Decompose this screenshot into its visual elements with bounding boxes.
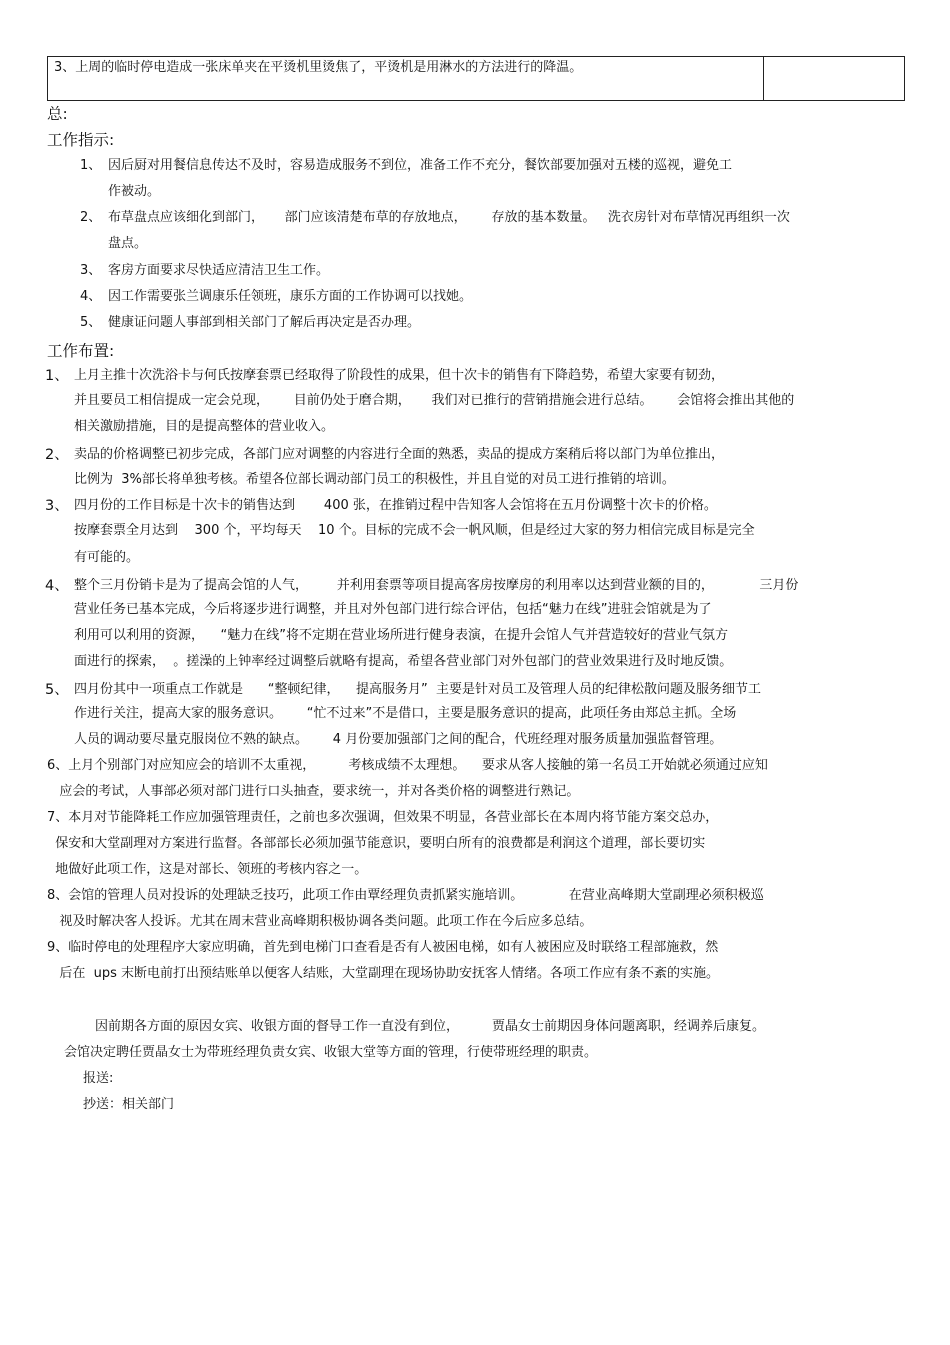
instruction-number: 4、 bbox=[80, 289, 102, 304]
arrangement-line: 比例为 3%部长将单独考核。希望各位部长调动部门员工的积极性，并且自觉的对员工进行推销的培训。 bbox=[74, 472, 675, 487]
instruction-line: 布草盘点应该细化到部门， 部门应该清楚布草的存放地点， 存放的基本数量。 洗衣房针对布草情况再组织一次 bbox=[108, 210, 790, 225]
instruction-line: 作被动。 bbox=[108, 184, 161, 199]
arrangement-line: 整个三月份销卡是为了提高会馆的人气， 并利用套票等项目提高客房按摩房的利用率以达到营业额的目的， 三月份 bbox=[74, 578, 799, 593]
arrangement-number: 1、 bbox=[45, 368, 69, 384]
arrangement-line: 四月份其中一项重点工作就是 “整顿纪律， 提高服务月” 主要是针对员工及管理人员的纪律松散问题及服务细节工 bbox=[74, 682, 762, 697]
arrangement-line: 6、上月个别部门对应知应会的培训不太重视， 考核成绩不太理想。 要求从客人接触的第一名员工开始就必须通过应知 bbox=[47, 758, 768, 773]
report-to-label: 报送: bbox=[83, 1071, 114, 1086]
instruction-number: 1、 bbox=[80, 158, 102, 173]
instruction-number: 2、 bbox=[80, 210, 102, 225]
arrangement-line: 保安和大堂副理对方案进行监督。各部部长必须加强节能意识，要明白所有的浪费都是利润这个道理，部长要切实 bbox=[47, 836, 706, 851]
instruction-number: 5、 bbox=[80, 315, 102, 330]
arrangement-line: 人员的调动要尽量克服岗位不熟的缺点。 4 月份要加强部门之间的配合，代班经理对服务质量加强监督管理。 bbox=[74, 732, 723, 747]
arrangement-number: 5、 bbox=[45, 682, 69, 698]
arrangement-line: 四月份的工作目标是十次卡的销售达到 400 张，在推销过程中告知客人会馆将在五月份调整十次卡的价格。 bbox=[74, 498, 717, 513]
instructions-heading: 工作指示: bbox=[47, 131, 115, 149]
cc-label: 抄送：相关部门 bbox=[83, 1097, 175, 1112]
closing-line: 因前期各方面的原因女宾、收银方面的督导工作一直没有到位， 贾晶女士前期因身体问题离职，经调养后康复。 bbox=[95, 1019, 766, 1034]
closing-line: 会馆决定聘任贾晶女士为带班经理负责女宾、收银大堂等方面的管理，行使带班经理的职责。 bbox=[64, 1045, 598, 1060]
instruction-line: 客房方面要求尽快适应清洁卫生工作。 bbox=[108, 263, 330, 278]
arrangement-line: 应会的考试，人事部必须对部门进行口头抽查，要求统一，并对各类价格的调整进行熟记。 bbox=[47, 784, 580, 799]
arrangement-line: 后在 ups 末断电前打出预结账单以便客人结账，大堂副理在现场协助安抚客人情绪。各项工作应有条不紊的实施。 bbox=[47, 966, 720, 981]
arrangement-line: 作进行关注，提高大家的服务意识。 “忙不过来”不是借口，主要是服务意识的提高，此项任务由郑总主抓。全场 bbox=[74, 706, 737, 721]
arrangement-line: 上月主推十次洗浴卡与何氏按摩套票已经取得了阶段性的成果，但十次卡的销售有下降趋势，希望大家要有韧劲， bbox=[74, 368, 725, 383]
summary-label: 总: bbox=[47, 105, 68, 123]
instruction-number: 3、 bbox=[80, 263, 102, 278]
arrangement-line: 8、会馆的管理人员对投诉的处理缺乏技巧，此项工作由覃经理负责抓紧实施培训。 在营业高峰期大堂副理必须积极巡 bbox=[47, 888, 764, 903]
arrangement-line: 利用可以利用的资源， “魅力在线”将不定期在营业场所进行健身表演，在提升会馆人气并营造较好的营业气氛方 bbox=[74, 628, 728, 643]
instruction-line: 健康证问题人事部到相关部门了解后再决定是否办理。 bbox=[108, 315, 421, 330]
arrangement-line: 卖品的价格调整已初步完成，各部门应对调整的内容进行全面的熟悉，卖品的提成方案稍后将以部门为单位推出， bbox=[74, 447, 725, 462]
arrangement-line: 相关激励措施，目的是提高整体的营业收入。 bbox=[74, 419, 335, 434]
arrangement-number: 2、 bbox=[45, 447, 69, 463]
arrangement-line: 并且要员工相信提成一定会兑现， 目前仍处于磨合期， 我们对已推行的营销措施会进行总结。 会馆将会推出其他的 bbox=[74, 393, 795, 408]
arrangement-line: 9、临时停电的处理程序大家应明确，首先到电梯门口查看是否有人被困电梯，如有人被困应及时联络工程部施救，然 bbox=[47, 940, 719, 955]
instruction-line: 因工作需要张兰调康乐任领班，康乐方面的工作协调可以找她。 bbox=[108, 289, 473, 304]
arrangement-number: 3、 bbox=[45, 498, 69, 514]
arrangement-line: 地做好此项工作，这是对部长、领班的考核内容之一。 bbox=[47, 862, 368, 877]
arrangement-line: 营业任务已基本完成，今后将逐步进行调整，并且对外包部门进行综合评估，包括“魅力在线”进驻会馆就是为了 bbox=[74, 602, 712, 617]
arrangement-number: 4、 bbox=[45, 578, 69, 594]
instruction-line: 因后厨对用餐信息传达不及时，容易造成服务不到位，准备工作不充分，餐饮部要加强对五楼的巡视，避免工 bbox=[108, 158, 733, 173]
instruction-line: 盘点。 bbox=[108, 236, 148, 251]
arrangement-line: 7、本月对节能降耗工作应加强管理责任，之前也多次强调，但效果不明显，各营业部长在本周内将节能方案交总办， bbox=[47, 810, 719, 825]
table-divider bbox=[763, 57, 764, 100]
top-table bbox=[47, 56, 905, 101]
arrangement-line: 按摩套票全月达到 300 个，平均每天 10 个。目标的完成不会一帆风顺，但是经过大家的努力相信完成目标是完全 bbox=[74, 523, 755, 538]
arrangement-line: 有可能的。 bbox=[74, 550, 140, 565]
arrangement-line: 面进行的探索， 。搓澡的上钟率经过调整后就略有提高，希望各营业部门对外包部门的营业效果进行及时地反馈。 bbox=[74, 654, 733, 669]
arrangement-line: 视及时解决客人投诉。尤其在周末营业高峰期积极协调各类问题。此项工作在今后应多总结。 bbox=[47, 914, 593, 929]
table-row-text: 3、上周的临时停电造成一张床单夹在平烫机里烫焦了，平烫机是用淋水的方法进行的降温。 bbox=[54, 60, 583, 75]
arrangements-heading: 工作布置: bbox=[47, 342, 115, 360]
